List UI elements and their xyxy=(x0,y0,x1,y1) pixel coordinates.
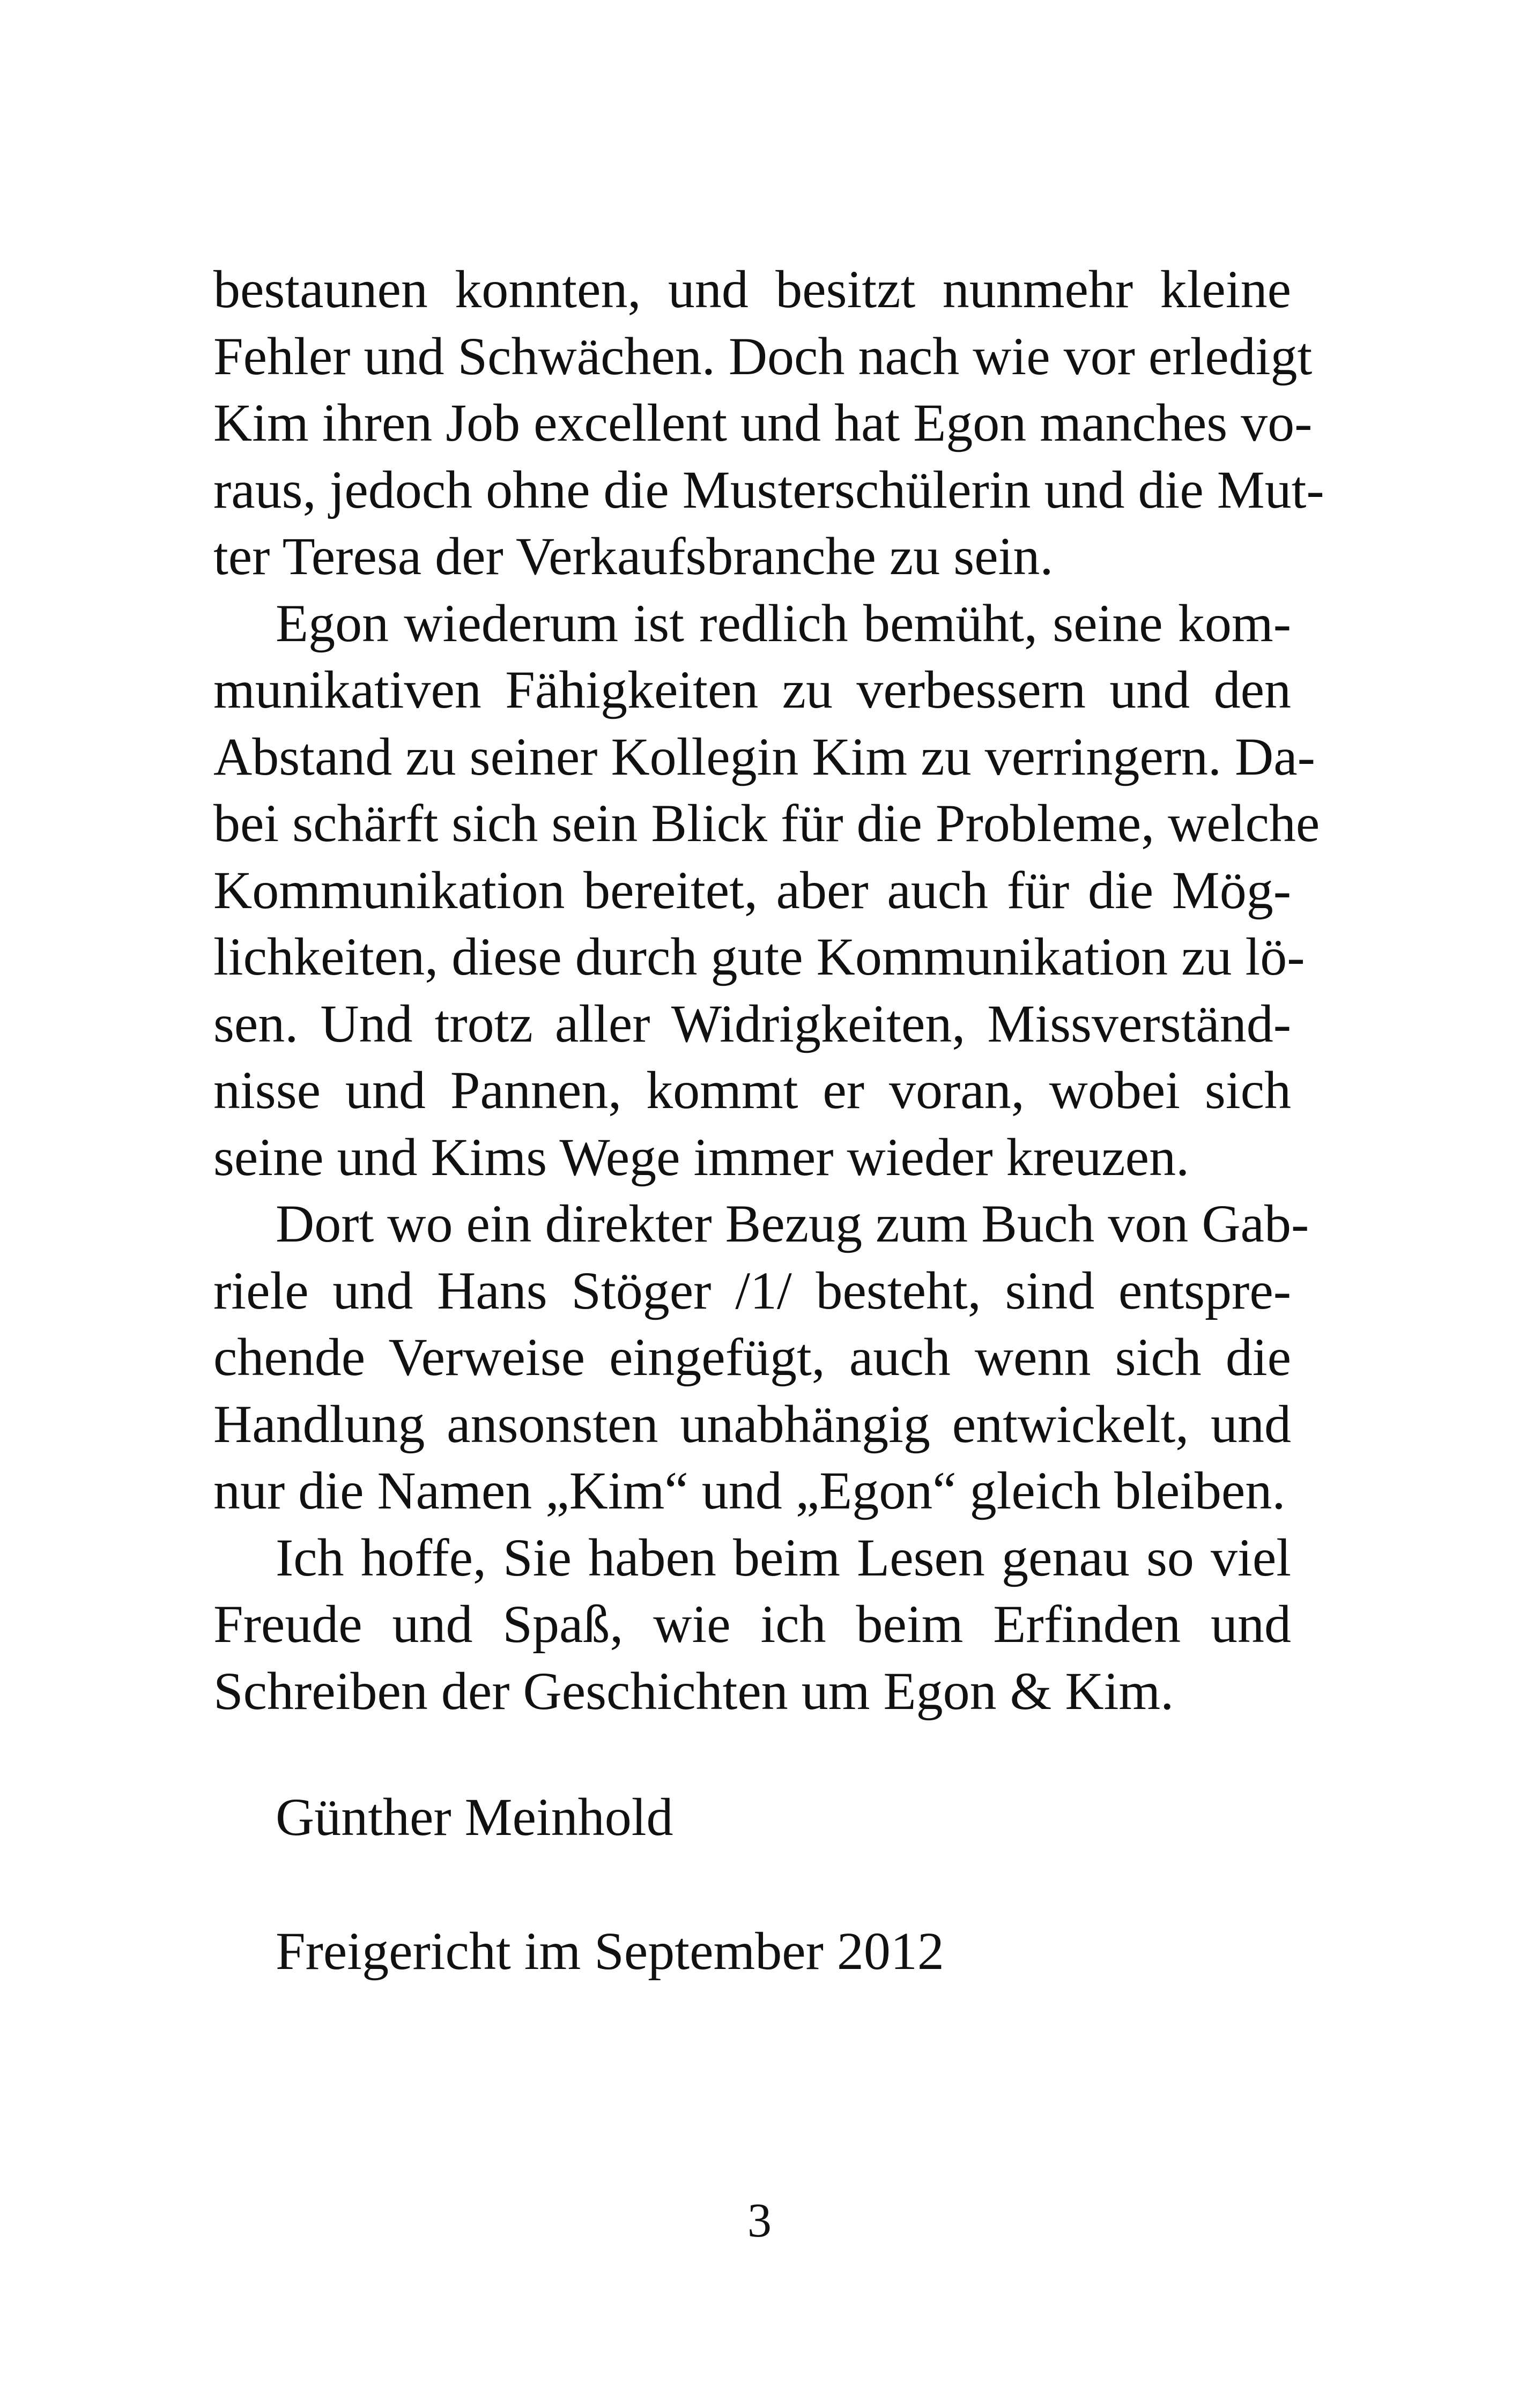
text-line: Fehler und Schwächen. Doch nach wie vor erledigt xyxy=(213,326,1313,386)
text-line: ter Teresa der Verkaufsbranche zu sein. xyxy=(213,526,1054,586)
text-line: raus, jedoch ohne die Musterschülerin und die Mut- xyxy=(213,459,1324,519)
text-line: Schreiben der Geschichten um Egon & Kim. xyxy=(213,1661,1174,1721)
text-line: Abstand zu seiner Kollegin Kim zu verringern. Da- xyxy=(213,726,1315,786)
text-line: seine und Kims Wege immer wieder kreuzen. xyxy=(213,1127,1190,1187)
text-line: Dort wo ein direkter Bezug zum Buch von Gab- xyxy=(276,1194,1309,1253)
text-line: nisse und Pannen, kommt er voran, wobei sich xyxy=(213,1060,1291,1120)
paragraph xyxy=(213,256,1324,590)
text-line: munikativen Fähigkeiten zu verbessern und den xyxy=(213,660,1291,719)
text-line: Egon wiederum ist redlich bemüht, seine kom- xyxy=(276,593,1291,653)
place-and-date: Freigericht im September 2012 xyxy=(276,1921,944,1981)
text-line: nur die Namen „Kim“ und „Egon“ gleich bleiben. xyxy=(213,1461,1286,1520)
paragraph xyxy=(213,1525,1291,1725)
paragraph xyxy=(213,590,1320,1191)
text-line: Kommunikation bereitet, aber auch für die Mög- xyxy=(213,860,1291,920)
text-line: lichkeiten, diese durch gute Kommunikation zu lö- xyxy=(213,927,1305,986)
text-line: Ich hoffe, Sie haben beim Lesen genau so viel xyxy=(276,1527,1291,1587)
author-name: Günther Meinhold xyxy=(276,1787,673,1847)
text-line: bestaunen konnten, und besitzt nunmehr kleine xyxy=(213,259,1291,319)
text-line: chende Verweise eingefügt, auch wenn sich die xyxy=(213,1327,1291,1387)
page-number: 3 xyxy=(747,2194,772,2247)
text-line: riele und Hans Stöger /1/ besteht, sind entspre- xyxy=(213,1260,1291,1320)
text-line: bei schärft sich sein Blick für die Probleme, welche xyxy=(213,793,1320,853)
text-line: sen. Und trotz aller Widrigkeiten, Missverständ- xyxy=(213,993,1291,1053)
text-line: Kim ihren Job excellent und hat Egon manches vo- xyxy=(213,393,1313,452)
paragraph xyxy=(213,1191,1309,1525)
text-line: Freude und Spaß, wie ich beim Erfinden und xyxy=(213,1594,1291,1654)
text-line: Handlung ansonsten unabhängig entwickelt, und xyxy=(213,1394,1291,1454)
body-text xyxy=(213,256,1324,1725)
